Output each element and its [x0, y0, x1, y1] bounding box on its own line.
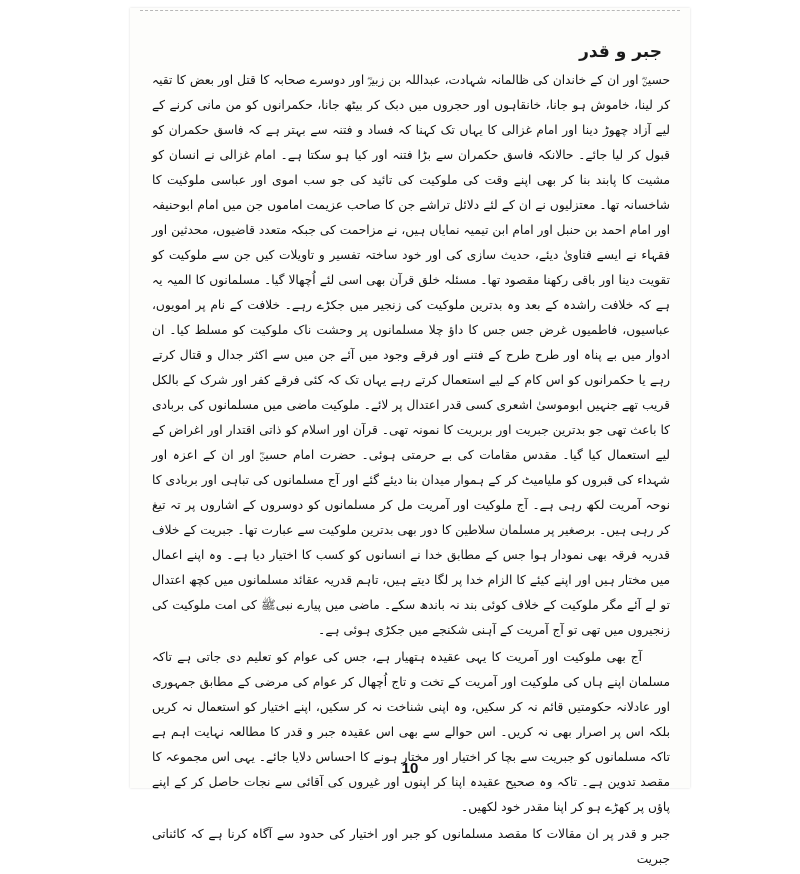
body-text [152, 68, 670, 874]
page-number: 10 [401, 760, 419, 777]
top-border-rule [140, 10, 680, 11]
paragraph-2: آج بھی ملوکیت اور آمریت کا یہی عقیدہ ہتھیار ہے، جس کی عوام کو تعلیم دی جاتی ہے تاکہ مسلمان اپنے ہاں کی ملوکیت اور آمریت کے تخت و تاج اُچھال کر عوام کی مرضی کے مطابق جمہوری اور عادلانہ حکومتیں قائم نہ کر سکیں، وہ اپنی شناخت نہ کر سکیں، اپنے اختیار کو استعمال نہ کریں بلکہ اس پر اصرار بھی نہ کریں۔ اس حوالے سے بھی اس عقیدہ جبر و قدر کا مطالعہ نہایت اہم ہے تاکہ مسلمانوں کو جبریت سے بچا کر اختیار اور مختار ہونے کا احساس دلایا جائے۔ یہی اس مجموعہ کا مقصد تدوین ہے۔ تاکہ وہ صحیح عقیدہ اپنا کر اپنوں اور غیروں کی آقائی سے نجات حاصل کر کے اپنے پاؤں پر کھڑے ہو کر اپنا مقدر خود لکھیں۔ [152, 650, 670, 814]
paragraph-1: حسینؓ اور ان کے خاندان کی ظالمانہ شہادت، عبداللہ بن زبیرؓ اور دوسرے صحابہ کا قتل اور بعض کا تقیہ کر لینا، خاموش ہو جانا، خانقاہوں اور حجروں میں دبک کر بیٹھ جانا، حکمرانوں کو من مانی کرنے کے لیے آزاد چھوڑ دینا اور امام غزالی کا یہاں تک کہنا کہ فساد و فتنہ سے بہتر ہے کہ فاسق حکمران کو قبول کر لیا جائے۔ حالانکہ فاسق حکمران سے بڑا فتنہ اور کیا ہو سکتا ہے۔ امام غزالی نے انسان کو مشیت کا پابند بنا کر بھی اپنے وقت کی ملوکیت کی تائید کی جو سب اموی اور عباسی ملوکیت کا شاخسانہ تھا۔ معتزلیوں نے ان کے لئے دلائل تراشے جن کا صاحب عزیمت اماموں جن میں امام ابوحنیفہ اور امام احمد بن حنبل اور امام ابن تیمیہ نمایاں ہیں، نے مزاحمت کی جبکہ متعدد قاضیوں، محدثین اور فقہاء نے ایسے فتاویٰ دیئے، حدیث سازی کی اور خود ساختہ تفسیر و تاویلات کیں جن سے ملوکیت کو تقویت دینا اور باقی رکھنا مقصود تھا۔ مسئلہ خلق قرآن بھی اسی لئے اُچھالا گیا۔ مسلمانوں کا المیہ یہ ہے کہ خلافت راشدہ کے بعد وہ بدترین ملوکیت کی زنجیر میں جکڑے رہے۔ خلافت کے نام پر امویوں، عباسیوں، فاطمیوں غرض جس جس کا داؤ چلا مسلمانوں پر وحشت ناک ملوکیت کو مسلط کیا۔ ان ادوار میں بے پناہ اور طرح طرح کے فتنے اور فرقے وجود میں آئے جن میں سے اکثر جدال و قتال کرتے رہے یا حکمرانوں کو اس کام کے لیے استعمال کرتے رہے یہاں تک کہ کئی فرقے کفر اور شرک کے بالکل قریب تھے جنہیں ابوموسیٰ اشعری کسی قدر اعتدال پر لائے۔ ملوکیت ماضی میں مسلمانوں کی بربادی کا باعث تھی جو بدترین جبریت اور بربریت کا نمونہ تھی۔ قرآن اور اسلام کو ذاتی اقتدار اور اغراض کے لیے استعمال کیا گیا۔ مقدس مقامات کی بے حرمتی ہوئی۔ حضرت امام حسینؓ اور ان کے اعزہ اور شہداء کی قبروں کو ملیامیٹ کر کے ہموار میدان بنا دیئے گئے اور آج مسلمانوں کی تباہی اور بربادی کا نوحہ آمریت لکھ رہی ہے۔ آج ملوکیت اور آمریت مل کر مسلمانوں کو دوسروں کے اشاروں پر تہ تیغ کر رہی ہیں۔ برصغیر پر مسلمان سلاطین کا دور بھی بدترین ملوکیت سے عبارت تھا۔ جبریت کے خلاف قدریہ فرقہ بھی نمودار ہوا جس کے مطابق خدا نے انسانوں کو کسب کا اختیار دیا ہے۔ وہ اپنے اعمال میں مختار ہیں اور اپنے کیئے کا الزام خدا پر لگا دیتے ہیں، تاہم قدریہ عقائد مسلمانوں میں کچھ اعتدال تو لے آئے مگر ملوکیت کے خلاف کوئی بند نہ باندھ سکے۔ ماضی میں پیارے نبیﷺ کی امت ملوکیت کی زنجیروں میں تھی تو آج آمریت کے آہنی شکنجے میں جکڑی ہوئی ہے۔ [152, 73, 670, 637]
book-page [130, 8, 690, 866]
running-header-title: جبر و قدر [579, 42, 662, 62]
paragraph-3: جبر و قدر پر ان مقالات کا مقصد مسلمانوں کو جبر اور اختیار کی حدود سے آگاہ کرنا ہے کہ کائناتی جبریت [152, 827, 670, 866]
